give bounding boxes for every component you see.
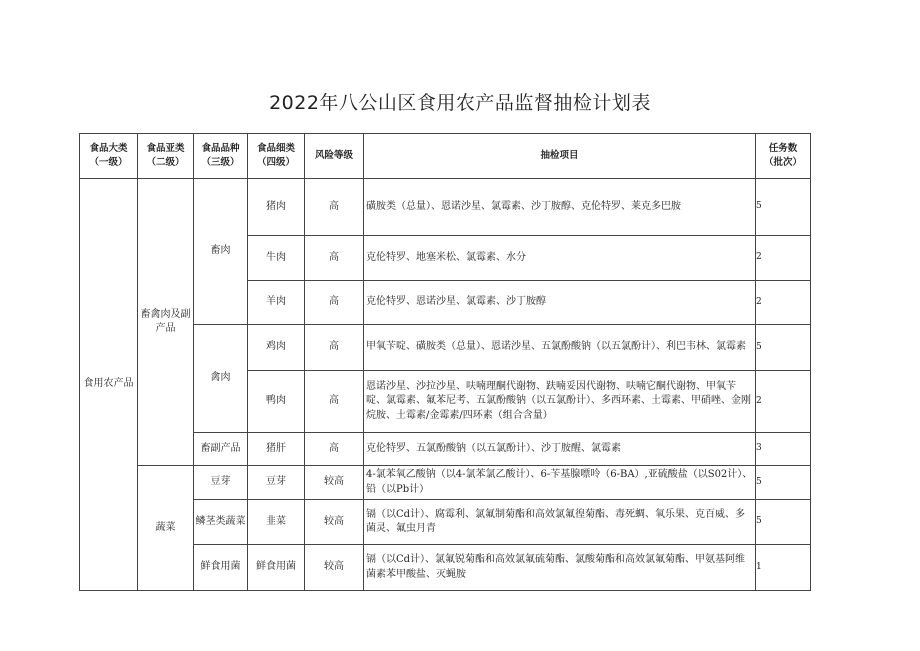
risk-cell: 较高 [305,466,364,500]
header-cat2: 食品亚类 （二级） [138,134,194,179]
risk-cell: 高 [305,236,364,281]
items-cell: 4-氯苯氧乙酸钠（以4-氯苯氯乙酸计）、6-苄基腺嘌呤（6-BA）,亚硫酸盐（以S02计）、铅（以Pb计） [364,466,756,500]
risk-cell: 高 [305,371,364,433]
items-cell: 克伦特罗、地塞米松、氯霉素、水分 [364,236,756,281]
header-cat1: 食品大类 （一级） [80,134,138,179]
items-cell: 镉（以Cd计）、氯氟锐菊酯和高效氯氟硫菊酯、氯酸菊酯和高效氯氟菊酯、甲氨基阿维菌素苯甲酸盐、灭蝇胺 [364,545,756,591]
risk-cell: 较高 [305,500,364,545]
items-cell: 镉（以Cd计）、腐霉利、氯氟制菊酯和高效氯氟徨菊酯、毒死蜩、氧乐果、克百威、多菌灵、氟虫月青 [364,500,756,545]
items-cell: 恩诺沙星、沙拉沙星、呋喃理酮代谢物、趺喃妥因代谢物、呋喃它酮代谢物、甲氧苄啶、氯霉素、氟苯尼考、五氯酚酸钠（以五氯酚计）、多西环素、土霉素、甲硝唑、金刚烷胺、土霉素/金霉素/四环素（组合含量） [364,371,756,433]
subtype-cell: 韭菜 [248,500,305,545]
risk-cell: 高 [305,281,364,325]
items-cell: 磺胺类（总量）、恩诺沙星、氯霉素、沙丁胺醇、克伦特罗、莱克多巴胺 [364,179,756,236]
subtype-cell: 鸭肉 [248,371,305,433]
header-items: 抽检项目 [364,134,756,179]
tasks-cell: 3 [756,433,811,466]
items-cell: 甲氧苄啶、磺胺类（总量）、恩诺沙星、五氯酚酸钠（以五氯酚计）、利巴韦林、氯霉素 [364,325,756,371]
subtype-cell: 牛肉 [248,236,305,281]
subtype-cell: 鲜食用菌 [248,545,305,591]
subtype-cell: 豆芽 [248,466,305,500]
header-tasks: 任务数 （批次） [756,134,811,179]
tasks-cell: 5 [756,500,811,545]
table-row [80,179,811,236]
category-level3-fungi: 鲜食用菌 [194,545,248,591]
category-level3-sprout: 豆芽 [194,466,248,500]
header-risk: 风险等级 [305,134,364,179]
risk-cell: 高 [305,433,364,466]
category-level2-meat: 畜禽肉及副产品 [138,179,194,466]
subtype-cell: 猪肉 [248,179,305,236]
subtype-cell: 羊肉 [248,281,305,325]
table-header-row [80,134,811,179]
tasks-cell: 2 [756,236,811,281]
page-title: 2022年八公山区食用农产品监督抽检计划表 [269,92,651,114]
tasks-cell: 5 [756,325,811,371]
header-cat4: 食品细类 （四级） [248,134,305,179]
tasks-cell: 2 [756,371,811,433]
tasks-cell: 5 [756,179,811,236]
header-cat3: 食品品种 （三级） [194,134,248,179]
category-level3-poultry: 禽肉 [194,325,248,433]
category-level1: 食用农产品 [80,179,138,591]
category-level3-bulb: 鳞茎类蔬菜 [194,500,248,545]
tasks-cell: 2 [756,281,811,325]
risk-cell: 较高 [305,545,364,591]
items-cell: 克伦特罗、五氯酚酸钠（以五氯酚计）、沙丁胺醒、氯霉素 [364,433,756,466]
items-cell: 克伦特罗、恩诺沙星、氯霉素、沙丁胺醇 [364,281,756,325]
subtype-cell: 猪肝 [248,433,305,466]
subtype-cell: 鸡肉 [248,325,305,371]
inspection-plan-table [79,133,811,591]
category-level2-veg: 蔬菜 [138,466,194,591]
risk-cell: 高 [305,179,364,236]
tasks-cell: 1 [756,545,811,591]
category-level3-byproduct: 畜副产品 [194,433,248,466]
risk-cell: 高 [305,325,364,371]
table-row [80,466,811,500]
tasks-cell: 5 [756,466,811,500]
category-level3-livestock: 畜肉 [194,179,248,325]
